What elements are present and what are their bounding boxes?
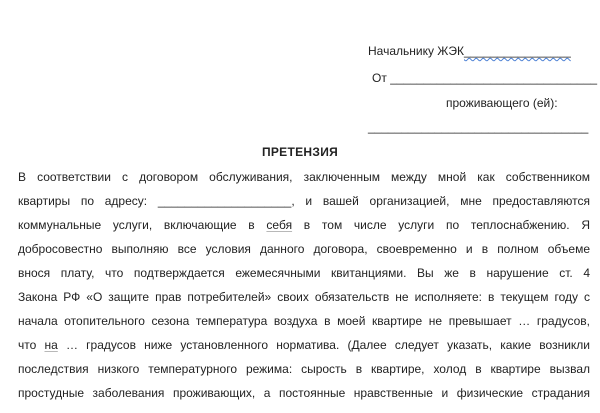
header-address-blank: _________________________________ <box>368 120 589 134</box>
header-to-blank: ________________ <box>464 44 571 58</box>
header-from-label: От <box>372 71 387 85</box>
header-to-line <box>368 44 571 58</box>
body-line: Закона РФ «О защите прав потребителей» своих обязательств не исполняете: в текущем году с <box>18 290 590 304</box>
underlined-word: на <box>44 338 58 352</box>
body-line: добросовестно выполняю все условия данного договора, своевременно и в полном объеме <box>18 242 590 256</box>
underlined-word: себя <box>266 218 293 232</box>
body-text-segment: … градусов ниже установленного норматива. (Далее следует указать, какие возникли <box>57 338 590 352</box>
header-from-line <box>372 71 597 85</box>
body-line: начала отопительного сезона температура воздуха в моей квартире не превышает … градусов, <box>18 314 590 328</box>
body-text-segment: коммунальные услуги, включающие в <box>18 218 267 232</box>
body-line: последствия низкого температурного режима: сырость в квартире, холод в квартире вызвал <box>18 362 590 376</box>
header-to-label: Начальнику ЖЭК <box>368 44 464 58</box>
header-residing-label: проживающего (ей): <box>446 96 558 110</box>
body-line <box>18 213 590 237</box>
body-line: простудные заболевания проживающих, а постоянные нравственные и физические страдания <box>18 386 590 400</box>
body-text-segment: в том числе услуги по теплоснабжению. Я <box>292 218 590 232</box>
body-text-segment: что <box>18 338 45 352</box>
body-paragraph <box>18 165 590 405</box>
header-from-blank: _______________________________ <box>390 71 598 85</box>
body-line: внося плату, что подтверждается ежемесячными квитанциями. Вы же в нарушение ст. 4 <box>18 266 590 280</box>
body-line <box>18 333 590 357</box>
body-line: В соответствии с договором обслуживания, заключенным между мной как собственником <box>18 170 590 184</box>
body-line: квартиры по адресу: ____________________, и вашей организацией, мне предоставляются <box>18 194 590 208</box>
document-title: ПРЕТЕНЗИЯ <box>261 145 339 159</box>
